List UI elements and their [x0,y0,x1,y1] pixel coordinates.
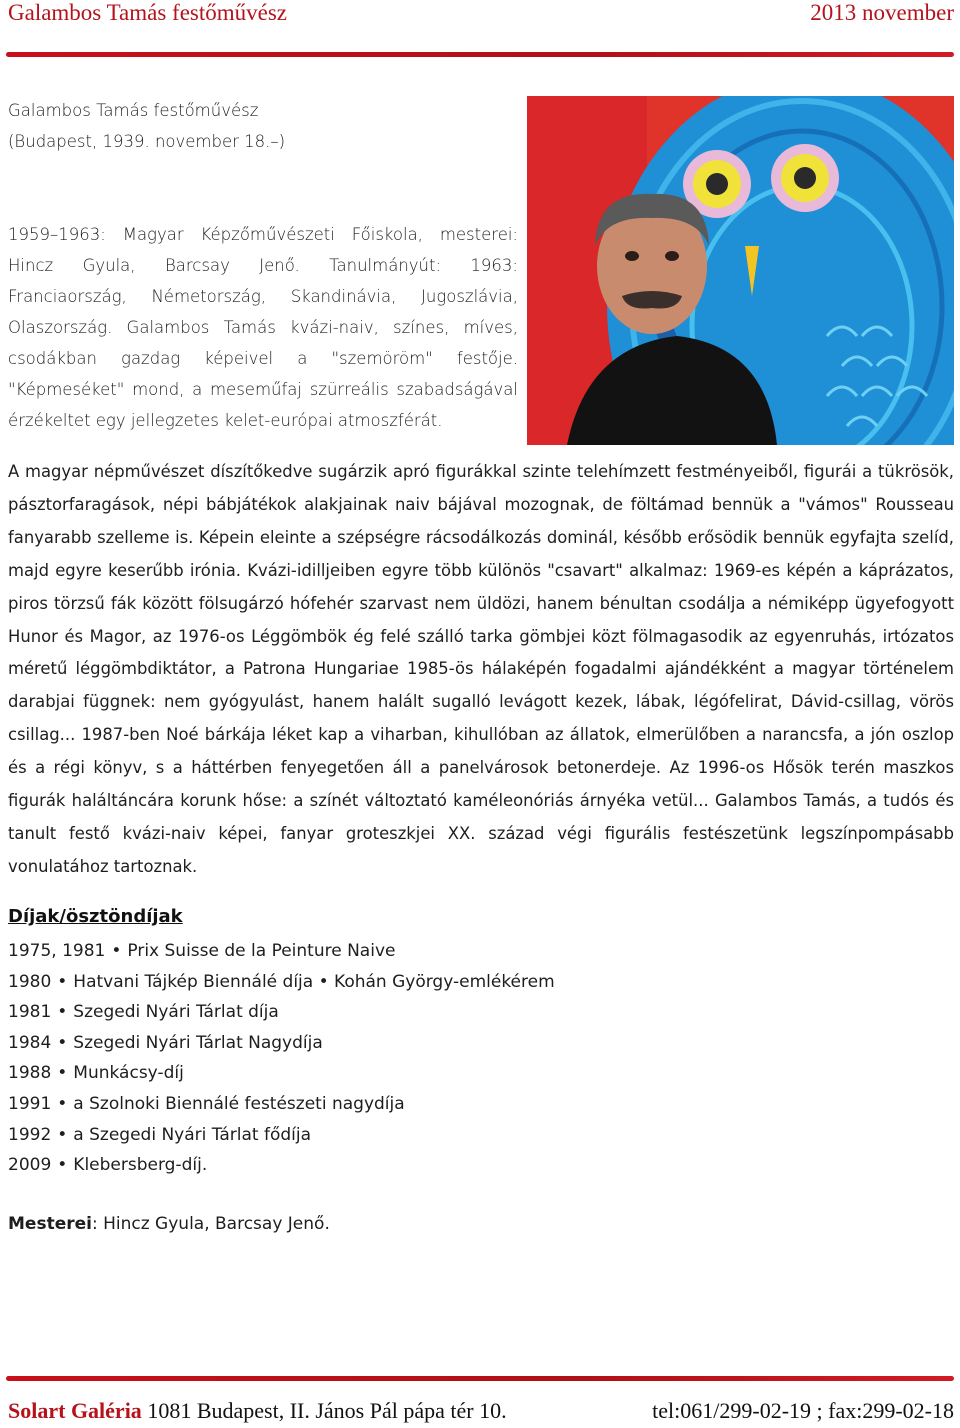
artist-name: Galambos Tamás festőművész [8,101,259,120]
list-item [8,1120,555,1151]
gallery-name: Solart Galéria [8,1398,142,1423]
list-item [8,1058,555,1089]
owl-painting-icon [527,96,954,445]
award-text: Szegedi Nyári Tárlat Nagydíja [73,1032,323,1053]
award-text: Munkácsy-díj [73,1063,184,1084]
header-divider [6,52,954,57]
award-year: 1991 [8,1093,52,1114]
award-text: Szegedi Nyári Tárlat díja [73,1002,279,1023]
bullet-icon: • [57,1093,68,1114]
header-title: Galambos Tamás festőművész [8,0,288,25]
awards-heading: Díjak/ösztöndíjak [8,906,183,927]
list-item [8,936,555,967]
header-date: 2013 november [810,0,954,25]
masters-label: Mesterei [8,1214,92,1234]
list-item [8,1028,555,1059]
bullet-icon: • [57,971,68,992]
award-text: a Szegedi Nyári Tárlat fődíja [73,1124,311,1145]
bullet-icon: • [57,1155,68,1176]
award-year: 1984 [8,1032,52,1053]
footer-divider [6,1376,954,1381]
award-year: 1980 [8,971,52,992]
gallery-address: 1081 Budapest, II. János Pál pápa tér 10. [141,1398,507,1423]
masters-line [8,1214,330,1234]
award-text: Prix Suisse de la Peinture Naive [127,941,396,961]
intro-paragraph: 1959–1963: Magyar Képzőművészeti Főiskola, mesterei: Hincz Gyula, Barcsay Jenő. Tanulmányút: 1963: Franciaország, Németország, Skandinávia, Jugoszlávia, Olaszország. Galambos Tamás kvázi-naiv, színes, míves, csodákban gazdag képeivel a "szemöröm" festője. "Képmeséket" mond, a meseműfaj szürreális szabadságával érzékeltet egy jellegzetes kelet-európai atmoszférát. [8,225,518,430]
masters-value: : Hincz Gyula, Barcsay Jenő. [91,1214,330,1234]
award-year: 1975, 1981 [8,941,106,961]
list-item [8,1150,555,1181]
bullet-icon: • [57,1124,68,1145]
award-text: Hatvani Tájkép Biennálé díja • Kohán György-emlékérem [73,971,555,992]
page-header [8,0,954,30]
bullet-icon: • [57,1032,68,1053]
intro-section [8,95,518,436]
award-text: Klebersberg-díj. [73,1155,208,1176]
bullet-icon: • [111,941,122,961]
biography-text: A magyar népművészet díszítőkedve sugárzik apró figurákkal szinte telehímzett festményeiből, figurái a tükrösök, pásztorfaragások, népi bábjátékok alakjainak naiv bájával mozognak, de föltámad bennük a "vámos" Rousseau fanyarabb szelleme is. Képein eleinte a szépségre rácsodálkozás dominál, később erősödik bennük egyfajta szelíd, majd egyre keserűbb irónia. Kvázi-idilljeiben egyre több különös "csavart" alkalmaz: 1969-es képén a káprázatos, piros törzsű fák között fölsugárzó hófehér szarvast nem üldözi, hanem bénultan csodálja a némiképp ügyefogyott Hunor és Magor, az 1976-os Léggömbök ég felé szálló tarka gömbjei közt fölmagasodik az egyenruhás, irtózatos méretű léggömbdiktátor, a Patrona Hungariae 1985-ös hálaképén fogadalmi ajándékként a magyar történelem darabjai függnek: nem gyógyulást, hanem halált sugalló levágott kezek, lábak, légófelirat, Dávid-csillag, vörös csillag... 1987-ben Noé bárkája léket kap a viharban, kihullóban az állatok, elmerülőben a narancsfa, a jón oszlop és a régi könyv, s a háttérben fenyegetően áll a panelvárosok betonerdeje. Az 1996-os Hősök terén maszkos figurák haláltáncára korunk hőse: a színét változtató kaméleonóriás árnyéka vetül... Galambos Tamás, a tudós és tanult festő kvázi-naiv képei, fanyar groteszkjei XX. század végi figurális festészetünk legszínpompásabb vonulatához tartoznak. [8,462,954,876]
gallery-contact: tel:061/299-02-19 ; fax:299-02-18 [652,1398,954,1423]
award-year: 2009 [8,1155,52,1176]
award-year: 1981 [8,1002,52,1023]
bullet-icon: • [57,1063,68,1084]
award-text: a Szolnoki Biennálé festészeti nagydíja [73,1093,405,1114]
bullet-icon: • [57,1002,68,1023]
award-year: 1988 [8,1063,52,1084]
awards-list [8,936,555,1181]
birth-info: (Budapest, 1939. november 18.–) [8,132,286,151]
award-year: 1992 [8,1124,52,1145]
list-item [8,967,555,998]
list-item [8,997,555,1028]
portrait-photo [527,96,954,445]
page-footer [8,1398,954,1428]
list-item [8,1089,555,1120]
